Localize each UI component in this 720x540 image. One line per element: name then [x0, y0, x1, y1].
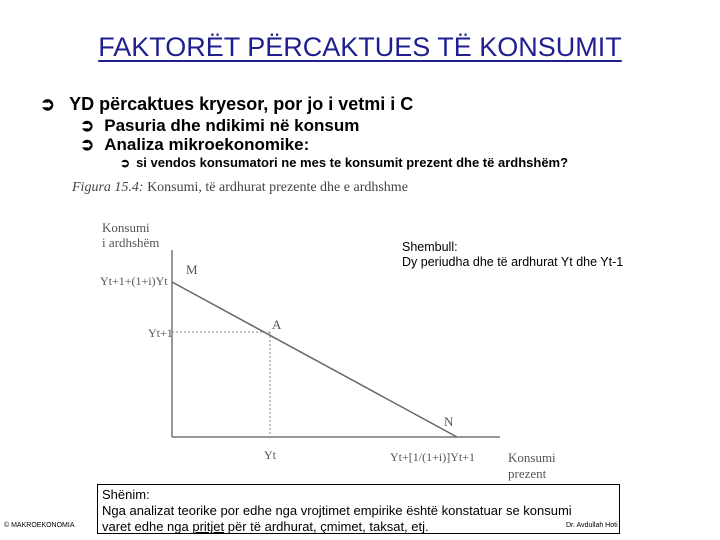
- y-axis-label-2: i ardhshëm: [102, 235, 160, 250]
- note-line-2: [102, 519, 615, 535]
- bullet-question-text: si vendos konsumatori ne mes te konsumit prezent dhe të ardhshëm?: [136, 155, 569, 170]
- arrow-bullet-icon: ➲: [80, 116, 95, 135]
- y-tick-top: Yt+1+(1+i)Yt: [100, 274, 168, 288]
- note-line-2-c: për të ardhurat, çmimet, taksat, etj.: [224, 519, 429, 534]
- x-tick-right: Yt+[1/(1+i)]Yt+1: [390, 450, 475, 464]
- note-box: Shënim: Nga analizat teorike por edhe nga vrojtimet empirike është konstatuar se konsumi varet edhe nga pritjet për të ardhurat, çmimet, taksat, etj.: [97, 484, 620, 534]
- bullet-micro-text: Analiza mikroekonomike:: [104, 135, 310, 154]
- point-n-label: N: [444, 414, 454, 429]
- note-label: Shënim: [102, 487, 147, 502]
- figure-caption-text: Konsumi, të ardhurat prezente dhe e ardhshme: [147, 180, 408, 195]
- x-tick-left: Yt: [264, 448, 276, 462]
- y-tick-mid: Yt+1: [148, 326, 173, 340]
- example-box: [402, 240, 623, 270]
- note-line-2-a: varet edhe nga: [102, 519, 193, 534]
- arrow-bullet-icon: ➲: [80, 135, 95, 154]
- bullet-wealth-text: Pasuria dhe ndikimi në konsum: [104, 116, 360, 135]
- footer-author: Dr. Avdullah Hoti: [566, 522, 618, 529]
- arrow-bullet-icon: ➲: [40, 94, 56, 114]
- y-axis-label-1: Konsumi: [102, 220, 150, 235]
- example-title: Shembull:: [402, 240, 458, 254]
- point-m-label: M: [186, 262, 198, 277]
- budget-line: [172, 282, 457, 437]
- point-a-label: A: [272, 317, 282, 332]
- example-text: Dy periudha dhe të ardhurat Yt dhe Yt-1: [402, 255, 624, 269]
- note-line-1: Nga analizat teorike por edhe nga vrojtimet empirike është konstatuar se konsumi: [102, 503, 572, 518]
- arrow-bullet-icon: ➲: [120, 155, 131, 170]
- x-axis-label-1: Konsumi: [508, 450, 556, 465]
- slide-title: FAKTORËT PËRCAKTUES TË KONSUMIT: [98, 32, 622, 62]
- footer-copyright: © MAKROEKONOMIA: [4, 522, 75, 529]
- bullet-main-text: YD përcaktues kryesor, por jo i vetmi i C: [69, 94, 414, 114]
- x-axis-label-2: prezent: [508, 466, 547, 481]
- note-expectations: pritjet: [192, 519, 225, 534]
- figure-label: Figura 15.4:: [72, 180, 144, 195]
